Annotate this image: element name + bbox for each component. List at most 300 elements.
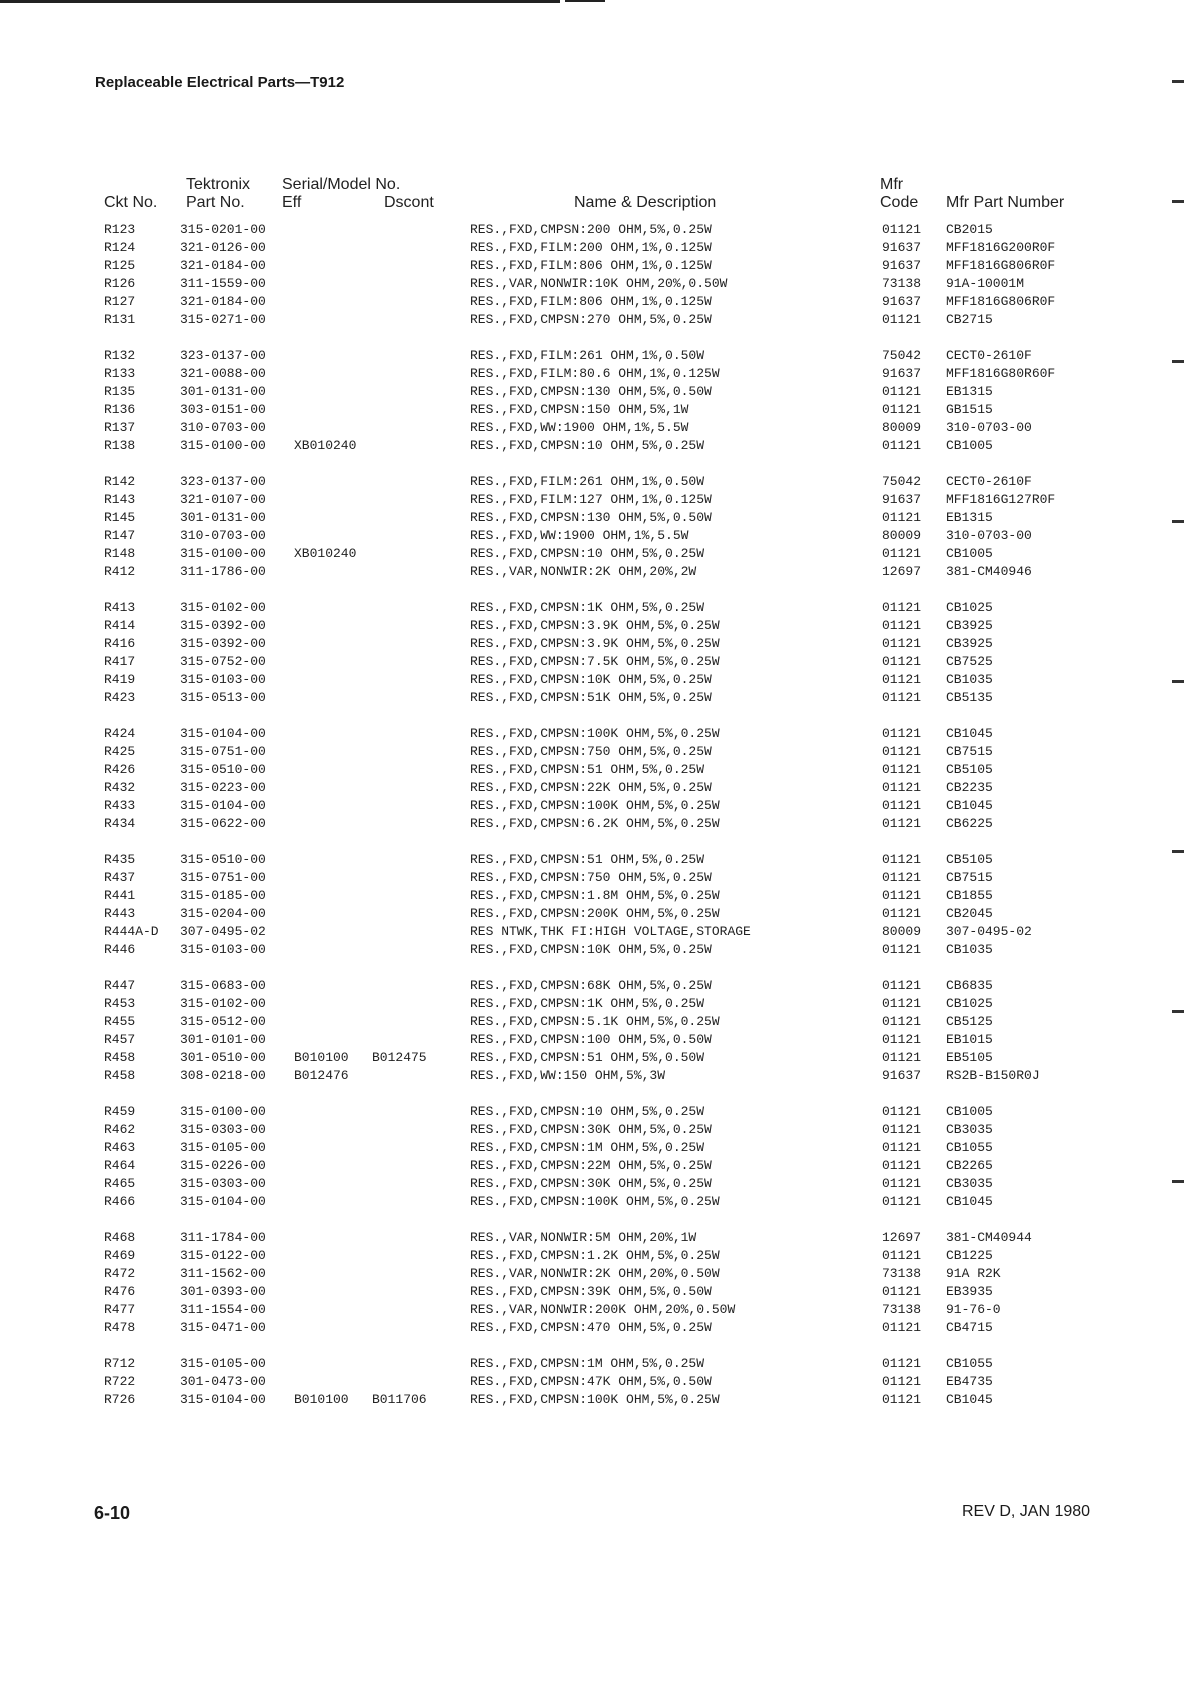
parts-group [0,600,1190,708]
mfr-code: 01121 [882,870,922,885]
table-row [0,240,1190,258]
mfr-code: 01121 [882,384,922,399]
header-name-description: Name & Description [574,194,717,211]
name-description: RES.,FXD,FILM:127 OHM,1%,0.125W [470,492,712,507]
part-number: 315-0471-00 [180,1320,266,1335]
name-description: RES.,FXD,CMPSN:3.9K OHM,5%,0.25W [470,618,720,633]
mfr-part-number: MFF1816G127R0F [946,492,1056,507]
mfr-code: 12697 [882,564,922,579]
name-description: RES.,FXD,CMPSN:22K OHM,5%,0.25W [470,780,712,795]
ckt-number: R465 [104,1176,136,1191]
mfr-part-number: CB1025 [946,600,993,615]
name-description: RES.,FXD,CMPSN:270 OHM,5%,0.25W [470,312,712,327]
mfr-part-number: RS2B-B150R0J [946,1068,1040,1083]
mfr-code: 01121 [882,690,922,705]
table-row [0,546,1190,564]
table-row [0,348,1190,366]
ckt-number: R123 [104,222,136,237]
edge-mark [1172,80,1184,83]
ckt-number: R712 [104,1356,136,1371]
mfr-code: 73138 [882,276,922,291]
table-row [0,528,1190,546]
mfr-part-number: EB3935 [946,1284,993,1299]
table-row [0,1014,1190,1032]
name-description: RES.,FXD,CMPSN:10 OHM,5%,0.25W [470,546,705,561]
ckt-number: R131 [104,312,136,327]
header-part-no: Part No. [186,194,245,211]
header-mfr: Mfr [880,176,904,193]
name-description: RES.,FXD,CMPSN:1M OHM,5%,0.25W [470,1140,705,1155]
mfr-part-number: 381-CM40944 [946,1230,1032,1245]
part-number: 303-0151-00 [180,402,266,417]
mfr-code: 01121 [882,780,922,795]
part-number: 315-0102-00 [180,600,266,615]
mfr-code: 01121 [882,1392,922,1407]
mfr-code: 01121 [882,1050,922,1065]
name-description: RES.,FXD,FILM:80.6 OHM,1%,0.125W [470,366,720,381]
ckt-number: R148 [104,546,136,561]
serial-eff: B012476 [294,1068,349,1083]
table-row [0,312,1190,330]
part-number: 315-0392-00 [180,618,266,633]
mfr-part-number: CB1045 [946,798,993,813]
ckt-number: R138 [104,438,136,453]
table-row [0,906,1190,924]
name-description: RES.,FXD,CMPSN:10 OHM,5%,0.25W [470,438,705,453]
table-row [0,474,1190,492]
name-description: RES.,FXD,CMPSN:100K OHM,5%,0.25W [470,1392,720,1407]
table-row [0,1140,1190,1158]
mfr-code: 01121 [882,654,922,669]
name-description: RES.,FXD,CMPSN:7.5K OHM,5%,0.25W [470,654,720,669]
mfr-part-number: CB3925 [946,636,993,651]
ckt-number: R413 [104,600,136,615]
table-row [0,1176,1190,1194]
part-number: 315-0104-00 [180,1194,266,1209]
part-number: 301-0131-00 [180,384,266,399]
mfr-part-number: CB1035 [946,942,993,957]
ckt-number: R468 [104,1230,136,1245]
parts-group [0,852,1190,960]
name-description: RES.,FXD,CMPSN:100 OHM,5%,0.50W [470,1032,712,1047]
part-number: 308-0218-00 [180,1068,266,1083]
name-description: RES.,FXD,CMPSN:51 OHM,5%,0.25W [470,852,705,867]
header-tektronix: Tektronix [186,176,251,193]
mfr-code: 01121 [882,1374,922,1389]
name-description: RES.,FXD,CMPSN:750 OHM,5%,0.25W [470,744,712,759]
mfr-part-number: CB1005 [946,438,993,453]
table-row [0,600,1190,618]
header-eff: Eff [282,194,302,211]
mfr-code: 01121 [882,510,922,525]
mfr-part-number: CB5125 [946,1014,993,1029]
ckt-number: R143 [104,492,136,507]
ckt-number: R477 [104,1302,136,1317]
serial-eff: B010100 [294,1050,349,1065]
mfr-code: 01121 [882,1176,922,1191]
ckt-number: R416 [104,636,136,651]
mfr-code: 01121 [882,618,922,633]
serial-eff: XB010240 [294,546,357,561]
table-row [0,420,1190,438]
mfr-code: 01121 [882,852,922,867]
name-description: RES.,FXD,CMPSN:1K OHM,5%,0.25W [470,996,705,1011]
mfr-code: 01121 [882,744,922,759]
mfr-code: 01121 [882,906,922,921]
ckt-number: R132 [104,348,136,363]
mfr-part-number: CB7525 [946,654,993,669]
mfr-part-number: CB1225 [946,1248,993,1263]
name-description: RES.,FXD,WW:1900 OHM,1%,5.5W [470,528,689,543]
mfr-part-number: CB2265 [946,1158,993,1173]
part-number: 311-1786-00 [180,564,266,579]
part-number: 315-0751-00 [180,870,266,885]
mfr-part-number: CECT0-2610F [946,474,1032,489]
mfr-part-number: CB7515 [946,870,993,885]
mfr-part-number: CB2045 [946,906,993,921]
mfr-code: 73138 [882,1302,922,1317]
ckt-number: R424 [104,726,136,741]
ckt-number: R126 [104,276,136,291]
ckt-number: R133 [104,366,136,381]
part-number: 315-0100-00 [180,438,266,453]
ckt-number: R447 [104,978,136,993]
mfr-part-number: CB1855 [946,888,993,903]
part-number: 315-0103-00 [180,672,266,687]
header-dscont: Dscont [384,194,434,211]
ckt-number: R457 [104,1032,136,1047]
name-description: RES.,FXD,FILM:261 OHM,1%,0.50W [470,348,705,363]
ckt-number: R414 [104,618,136,633]
mfr-code: 01121 [882,1140,922,1155]
header-code: Code [880,194,919,211]
mfr-part-number: CB5105 [946,852,993,867]
part-number: 321-0088-00 [180,366,266,381]
ckt-number: R433 [104,798,136,813]
header-ckt-no: Ckt No. [104,194,158,211]
name-description: RES.,FXD,CMPSN:3.9K OHM,5%,0.25W [470,636,720,651]
name-description: RES.,FXD,CMPSN:39K OHM,5%,0.50W [470,1284,712,1299]
name-description: RES.,FXD,CMPSN:150 OHM,5%,1W [470,402,689,417]
part-number: 301-0131-00 [180,510,266,525]
mfr-code: 75042 [882,474,922,489]
name-description: RES.,VAR,NONWIR:2K OHM,20%,2W [470,564,697,579]
edge-mark [1172,850,1184,853]
table-row [0,654,1190,672]
part-number: 311-1784-00 [180,1230,266,1245]
table-row [0,1392,1190,1410]
mfr-part-number: CB2235 [946,780,993,795]
part-number: 310-0703-00 [180,528,266,543]
name-description: RES.,FXD,CMPSN:100K OHM,5%,0.25W [470,798,720,813]
mfr-part-number: CB1045 [946,1194,993,1209]
page-title: Replaceable Electrical Parts—T912 [95,74,345,91]
mfr-part-number: MFF1816G80R60F [946,366,1056,381]
mfr-code: 80009 [882,420,922,435]
part-number: 310-0703-00 [180,420,266,435]
mfr-part-number: MFF1816G806R0F [946,294,1056,309]
table-row [0,726,1190,744]
mfr-code: 01121 [882,402,922,417]
ckt-number: R425 [104,744,136,759]
table-row [0,1320,1190,1338]
part-number: 315-0105-00 [180,1140,266,1155]
edge-mark [1172,360,1184,363]
name-description: RES.,FXD,FILM:806 OHM,1%,0.125W [470,258,712,273]
table-row [0,438,1190,456]
mfr-part-number: CB3035 [946,1122,993,1137]
mfr-code: 01121 [882,996,922,1011]
table-row [0,258,1190,276]
part-number: 315-0100-00 [180,546,266,561]
table-row [0,1158,1190,1176]
mfr-part-number: 307-0495-02 [946,924,1032,939]
mfr-code: 75042 [882,348,922,363]
ckt-number: R472 [104,1266,136,1281]
part-number: 315-0683-00 [180,978,266,993]
ckt-number: R124 [104,240,136,255]
mfr-code: 01121 [882,1014,922,1029]
mfr-part-number: CB1055 [946,1356,993,1371]
part-number: 315-0201-00 [180,222,266,237]
name-description: RES.,FXD,CMPSN:1K OHM,5%,0.25W [470,600,705,615]
mfr-code: 01121 [882,1284,922,1299]
name-description: RES.,FXD,CMPSN:1.8M OHM,5%,0.25W [470,888,720,903]
ckt-number: R476 [104,1284,136,1299]
mfr-code: 91637 [882,294,922,309]
mfr-part-number: CB6225 [946,816,993,831]
parts-group [0,474,1190,582]
mfr-code: 01121 [882,978,922,993]
mfr-part-number: CB5105 [946,762,993,777]
table-row [0,672,1190,690]
serial-eff: XB010240 [294,438,357,453]
mfr-part-number: EB1315 [946,384,993,399]
ckt-number: R441 [104,888,136,903]
mfr-code: 01121 [882,600,922,615]
table-row [0,564,1190,582]
parts-table [0,222,1190,1428]
part-number: 315-0100-00 [180,1104,266,1119]
mfr-part-number: 381-CM40946 [946,564,1032,579]
part-number: 315-0303-00 [180,1122,266,1137]
part-number: 315-0513-00 [180,690,266,705]
part-number: 311-1559-00 [180,276,266,291]
ckt-number: R722 [104,1374,136,1389]
name-description: RES.,FXD,CMPSN:100K OHM,5%,0.25W [470,726,720,741]
mfr-part-number: CB3925 [946,618,993,633]
mfr-code: 91637 [882,258,922,273]
mfr-part-number: MFF1816G200R0F [946,240,1056,255]
mfr-code: 12697 [882,1230,922,1245]
ckt-number: R455 [104,1014,136,1029]
serial-dscont: B011706 [372,1392,427,1407]
mfr-part-number: EB1315 [946,510,993,525]
mfr-code: 01121 [882,942,922,957]
mfr-part-number: EB4735 [946,1374,993,1389]
name-description: RES.,FXD,WW:1900 OHM,1%,5.5W [470,420,689,435]
page-number: 6-10 [94,1503,131,1523]
mfr-code: 01121 [882,1122,922,1137]
table-row [0,870,1190,888]
part-number: 315-0122-00 [180,1248,266,1263]
name-description: RES.,VAR,NONWIR:10K OHM,20%,0.50W [470,276,728,291]
mfr-part-number: 91A-10001M [946,276,1025,291]
name-description: RES.,VAR,NONWIR:2K OHM,20%,0.50W [470,1266,720,1281]
ckt-number: R426 [104,762,136,777]
ckt-number: R437 [104,870,136,885]
ckt-number: R435 [104,852,136,867]
mfr-code: 91637 [882,240,922,255]
name-description: RES.,VAR,NONWIR:5M OHM,20%,1W [470,1230,697,1245]
ckt-number: R459 [104,1104,136,1119]
edge-mark [1172,200,1184,203]
table-row [0,1032,1190,1050]
table-row [0,384,1190,402]
table-row [0,1230,1190,1248]
ckt-number: R453 [104,996,136,1011]
name-description: RES.,FXD,CMPSN:10K OHM,5%,0.25W [470,672,712,687]
name-description: RES.,FXD,CMPSN:51 OHM,5%,0.50W [470,1050,705,1065]
part-number: 311-1554-00 [180,1302,266,1317]
name-description: RES.,FXD,CMPSN:200K OHM,5%,0.25W [470,906,720,921]
table-row [0,798,1190,816]
mfr-part-number: 310-0703-00 [946,528,1032,543]
ckt-number: R726 [104,1392,136,1407]
mfr-part-number: CB1005 [946,1104,993,1119]
mfr-part-number: CB7515 [946,744,993,759]
ckt-number: R434 [104,816,136,831]
part-number: 315-0271-00 [180,312,266,327]
mfr-code: 01121 [882,1104,922,1119]
table-row [0,510,1190,528]
ckt-number: R432 [104,780,136,795]
name-description: RES.,FXD,CMPSN:130 OHM,5%,0.50W [470,384,712,399]
name-description: RES.,FXD,WW:150 OHM,5%,3W [470,1068,666,1083]
mfr-part-number: CB1045 [946,726,993,741]
mfr-code: 73138 [882,1266,922,1281]
part-number: 315-0102-00 [180,996,266,1011]
part-number: 315-0105-00 [180,1356,266,1371]
mfr-code: 01121 [882,1320,922,1335]
mfr-code: 91637 [882,492,922,507]
ckt-number: R412 [104,564,136,579]
serial-eff: B010100 [294,1392,349,1407]
table-row [0,1194,1190,1212]
parts-group [0,726,1190,834]
part-number: 307-0495-02 [180,924,266,939]
part-number: 315-0223-00 [180,780,266,795]
ckt-number: R423 [104,690,136,705]
part-number: 315-0510-00 [180,762,266,777]
mfr-code: 01121 [882,546,922,561]
ckt-number: R446 [104,942,136,957]
mfr-part-number: MFF1816G806R0F [946,258,1056,273]
part-number: 315-0185-00 [180,888,266,903]
parts-group [0,1356,1190,1410]
part-number: 315-0752-00 [180,654,266,669]
parts-group [0,978,1190,1086]
name-description: RES.,FXD,CMPSN:1.2K OHM,5%,0.25W [470,1248,720,1263]
mfr-code: 01121 [882,1032,922,1047]
table-row [0,618,1190,636]
part-number: 315-0103-00 [180,942,266,957]
mfr-part-number: CB4715 [946,1320,993,1335]
mfr-code: 80009 [882,924,922,939]
name-description: RES.,VAR,NONWIR:200K OHM,20%,0.50W [470,1302,736,1317]
mfr-part-number: CB5135 [946,690,993,705]
ckt-number: R443 [104,906,136,921]
mfr-code: 01121 [882,1158,922,1173]
ckt-number: R464 [104,1158,136,1173]
table-row [0,1122,1190,1140]
table-row [0,978,1190,996]
part-number: 315-0392-00 [180,636,266,651]
ckt-number: R463 [104,1140,136,1155]
mfr-part-number: CB2015 [946,222,993,237]
name-description: RES.,FXD,CMPSN:750 OHM,5%,0.25W [470,870,712,885]
header-mfr-part-number: Mfr Part Number [946,194,1065,211]
edge-mark [1172,680,1184,683]
name-description: RES.,FXD,FILM:200 OHM,1%,0.125W [470,240,712,255]
mfr-part-number: CB1055 [946,1140,993,1155]
ckt-number: R142 [104,474,136,489]
part-number: 315-0104-00 [180,1392,266,1407]
table-row [0,366,1190,384]
ckt-number: R417 [104,654,136,669]
part-number: 321-0184-00 [180,294,266,309]
table-row [0,924,1190,942]
edge-mark [1172,1010,1184,1013]
name-description: RES.,FXD,CMPSN:51K OHM,5%,0.25W [470,690,712,705]
table-row [0,1068,1190,1086]
mfr-code: 01121 [882,888,922,903]
ckt-number: R127 [104,294,136,309]
table-row [0,816,1190,834]
name-description: RES NTWK,THK FI:HIGH VOLTAGE,STORAGE [470,924,751,939]
revision-label: REV D, JAN 1980 [962,1503,1091,1520]
ckt-number: R125 [104,258,136,273]
name-description: RES.,FXD,CMPSN:5.1K OHM,5%,0.25W [470,1014,720,1029]
mfr-part-number: CB3035 [946,1176,993,1191]
header-serial-model: Serial/Model No. [282,176,401,193]
parts-group [0,1230,1190,1338]
name-description: RES.,FXD,CMPSN:68K OHM,5%,0.25W [470,978,712,993]
part-number: 323-0137-00 [180,474,266,489]
top-rule [0,0,560,3]
part-number: 315-0104-00 [180,798,266,813]
part-number: 321-0107-00 [180,492,266,507]
serial-dscont: B012475 [372,1050,427,1065]
ckt-number: R135 [104,384,136,399]
mfr-part-number: CECT0-2610F [946,348,1032,363]
ckt-number: R469 [104,1248,136,1263]
mfr-part-number: CB1045 [946,1392,993,1407]
table-row [0,492,1190,510]
part-number: 321-0184-00 [180,258,266,273]
part-number: 315-0510-00 [180,852,266,867]
ckt-number: R466 [104,1194,136,1209]
edge-mark [1172,520,1184,523]
ckt-number: R136 [104,402,136,417]
name-description: RES.,FXD,CMPSN:51 OHM,5%,0.25W [470,762,705,777]
part-number: 315-0104-00 [180,726,266,741]
mfr-code: 01121 [882,1356,922,1371]
ckt-number: R419 [104,672,136,687]
table-row [0,402,1190,420]
table-row [0,1104,1190,1122]
table-row [0,690,1190,708]
